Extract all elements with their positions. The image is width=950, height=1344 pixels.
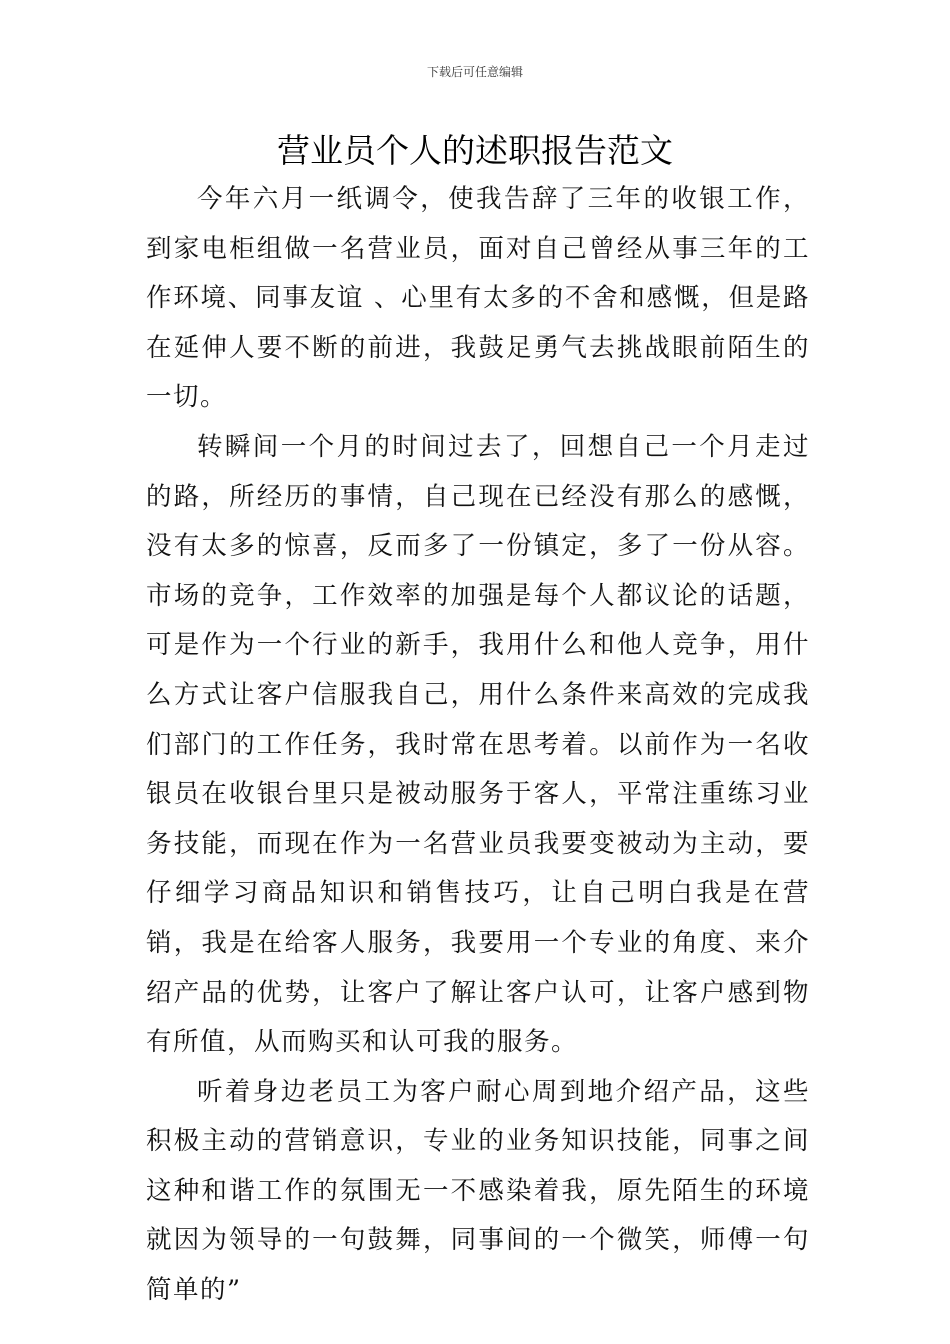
paragraph-1: 今年六月一纸调令，使我告辞了三年的收银工作，到家电柜组做一名营业员，面对自己曾经从事三年的工作环境、同事友谊 、心里有太多的不舍和感慨，但是路在延伸人要不断的前进，我鼓足勇气去挑战眼前陌生的一切。 bbox=[146, 184, 810, 413]
paragraph-3: 听着身边老员工为客户耐心周到地介绍产品，这些积极主动的营销意识，专业的业务知识技能，同事之间这种和谐工作的氛围无一不感染着我，原先陌生的环境就因为领导的一句鼓舞，同事间的一个微笑，师傅一句简单的” bbox=[146, 1076, 810, 1306]
header-note: 下载后可任意编辑 bbox=[426, 65, 523, 79]
document-title: 营业员个人的述职报告范文 bbox=[277, 131, 673, 170]
document-body bbox=[146, 175, 810, 1316]
paragraph-2: 转瞬间一个月的时间过去了，回想自己一个月走过的路，所经历的事情，自己现在已经没有那么的感慨，没有太多的惊喜，反而多了一份镇定，多了一份从容。市场的竞争，工作效率的加强是每个人都议论的话题，可是作为一个行业的新手，我用什么和他人竞争，用什么方式让客户信服我自己，用什么条件来高效的完成我们部门的工作任务，我时常在思考着。以前作为一名收银员在收银台里只是被动服务于客人，平常注重练习业务技能，而现在作为一名营业员我要变被动为主动，要仔细学习商品知识和销售技巧，让自己明白我是在营销，我是在给客人服务，我要用一个专业的角度、来介绍产品的优势，让客户了解让客户认可，让客户感到物有所值，从而购买和认可我的服务。 bbox=[146, 431, 810, 1058]
